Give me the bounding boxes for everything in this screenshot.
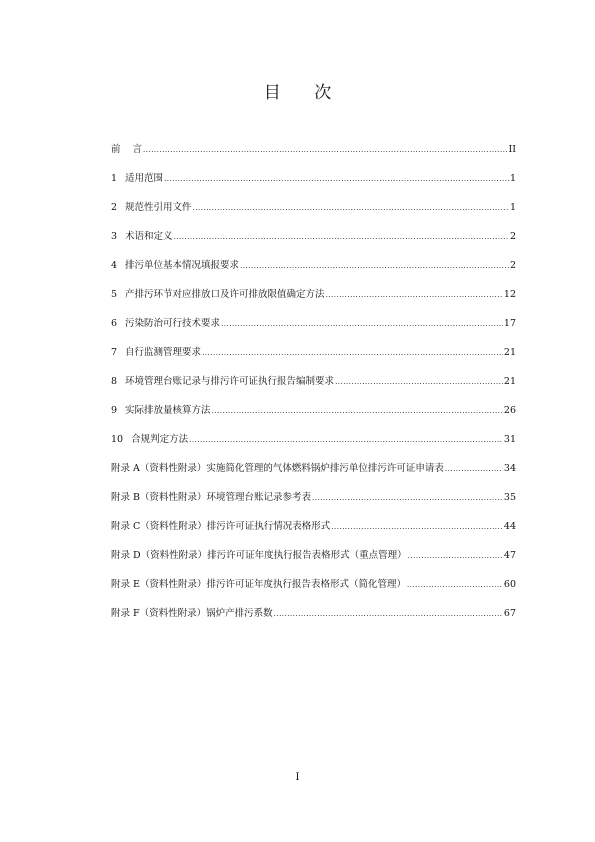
toc-entry-7[interactable] bbox=[111, 343, 516, 359]
toc-entry-number: 8 bbox=[111, 376, 118, 387]
toc-entry-page: 34 bbox=[503, 463, 516, 474]
toc-entry-page: 44 bbox=[503, 521, 516, 532]
toc-entry-page: 47 bbox=[503, 550, 516, 561]
toc-entry-page: 2 bbox=[509, 231, 516, 242]
toc-entry-6[interactable] bbox=[111, 314, 516, 330]
toc-entry-page: 67 bbox=[503, 608, 516, 619]
toc-entry-number: 6 bbox=[111, 318, 118, 329]
toc-entry-appendix-c[interactable] bbox=[111, 517, 516, 533]
toc-leader-dots bbox=[274, 608, 503, 620]
toc-entry-10[interactable] bbox=[111, 430, 516, 446]
toc-entry-label: 附录 A（资料性附录）实施简化管理的气体燃料锅炉排污单位排污许可证申请表 bbox=[111, 463, 444, 474]
toc-entry-3[interactable] bbox=[111, 227, 516, 243]
toc-entry-appendix-d[interactable] bbox=[111, 546, 516, 562]
toc-entry-page: 1 bbox=[509, 202, 516, 213]
toc-entry-label: 附录 F（资料性附录）锅炉产排污系数 bbox=[111, 608, 273, 619]
toc-entry-label: 排污单位基本情况填报要求 bbox=[125, 260, 240, 271]
toc-entry-page: 60 bbox=[503, 579, 516, 590]
toc-leader-dots bbox=[202, 347, 503, 359]
toc-entry-page: 35 bbox=[503, 492, 516, 503]
toc-entry-label: 术语和定义 bbox=[125, 231, 173, 242]
toc-entry-label: 附录 C（资料性附录）排污许可证执行情况表格形式 bbox=[111, 521, 331, 532]
toc-entry-number: 9 bbox=[111, 405, 118, 416]
toc-entry-label: 附录 D（资料性附录）排污许可证年度执行报告表格形式（重点管理） bbox=[111, 550, 407, 561]
toc-entry-page: II bbox=[508, 144, 516, 155]
toc-entry-label: 实际排放量核算方法 bbox=[125, 405, 211, 416]
toc-entry-number: 1 bbox=[111, 173, 118, 184]
toc-entry-label: 适用范围 bbox=[125, 173, 164, 184]
toc-entry-appendix-f[interactable] bbox=[111, 604, 516, 620]
toc-leader-dots bbox=[408, 550, 503, 562]
toc-entry-number: 10 bbox=[111, 434, 124, 445]
page-number: I bbox=[295, 772, 300, 783]
toc-entry-number: 前 bbox=[111, 144, 121, 155]
toc-leader-dots bbox=[331, 521, 503, 533]
toc-entry-label: 合规判定方法 bbox=[131, 434, 189, 445]
toc-entry-page: 1 bbox=[509, 173, 516, 184]
toc-title: 目 次 bbox=[263, 83, 346, 103]
toc-entry-appendix-a[interactable] bbox=[111, 459, 516, 475]
toc-entry-5[interactable] bbox=[111, 285, 516, 301]
toc-entry-number: 2 bbox=[111, 202, 118, 213]
toc-entry-4[interactable] bbox=[111, 256, 516, 272]
toc-entry-label: 污染防治可行技术要求 bbox=[125, 318, 221, 329]
toc-entry-label: 言 bbox=[132, 144, 143, 155]
toc-leader-dots bbox=[312, 492, 503, 504]
toc-leader-dots bbox=[335, 376, 503, 388]
toc-entry-page: 17 bbox=[503, 318, 516, 329]
toc-entry-number: 4 bbox=[111, 260, 118, 271]
toc-entry-1[interactable] bbox=[111, 169, 516, 185]
toc-entry-page: 12 bbox=[503, 289, 516, 300]
toc-entry-number: 5 bbox=[111, 289, 118, 300]
toc-leader-dots bbox=[407, 579, 503, 591]
toc-entry-page: 26 bbox=[503, 405, 516, 416]
toc-entry-2[interactable] bbox=[111, 198, 516, 214]
toc-leader-dots bbox=[212, 405, 503, 417]
toc-entry-label: 自行监测管理要求 bbox=[125, 347, 202, 358]
toc-entry-label: 附录 B（资料性附录）环境管理台账记录参考表 bbox=[111, 492, 312, 503]
toc-entry-9[interactable] bbox=[111, 401, 516, 417]
toc-entry-page: 21 bbox=[503, 347, 516, 358]
toc-leader-dots bbox=[174, 231, 509, 243]
toc-leader-dots bbox=[445, 463, 503, 475]
toc-entry-label: 产排污环节对应排放口及许可排放限值确定方法 bbox=[125, 289, 325, 300]
toc-entry-label: 规范性引用文件 bbox=[125, 202, 192, 213]
toc-leader-dots bbox=[326, 289, 503, 301]
toc-entry-label: 附录 E（资料性附录）排污许可证年度执行报告表格形式（简化管理） bbox=[111, 579, 406, 590]
toc-entry-page: 31 bbox=[503, 434, 516, 445]
toc-leader-dots bbox=[189, 434, 503, 446]
toc-entry-label: 环境管理台账记录与排污许可证执行报告编制要求 bbox=[125, 376, 335, 387]
toc-entry-number: 7 bbox=[111, 347, 118, 358]
toc-entry-number: 3 bbox=[111, 231, 118, 242]
toc-leader-dots bbox=[193, 202, 509, 214]
toc-entry-8[interactable] bbox=[111, 372, 516, 388]
toc-entry-page: 21 bbox=[503, 376, 516, 387]
toc-entry-appendix-e[interactable] bbox=[111, 575, 516, 591]
toc-leader-dots bbox=[221, 318, 503, 330]
toc-leader-dots bbox=[240, 260, 509, 272]
toc-entry-page: 2 bbox=[509, 260, 516, 271]
toc-leader-dots bbox=[143, 144, 507, 156]
toc-entry-appendix-b[interactable] bbox=[111, 488, 516, 504]
toc-entry-foreword[interactable] bbox=[111, 140, 516, 156]
toc-leader-dots bbox=[164, 173, 509, 185]
